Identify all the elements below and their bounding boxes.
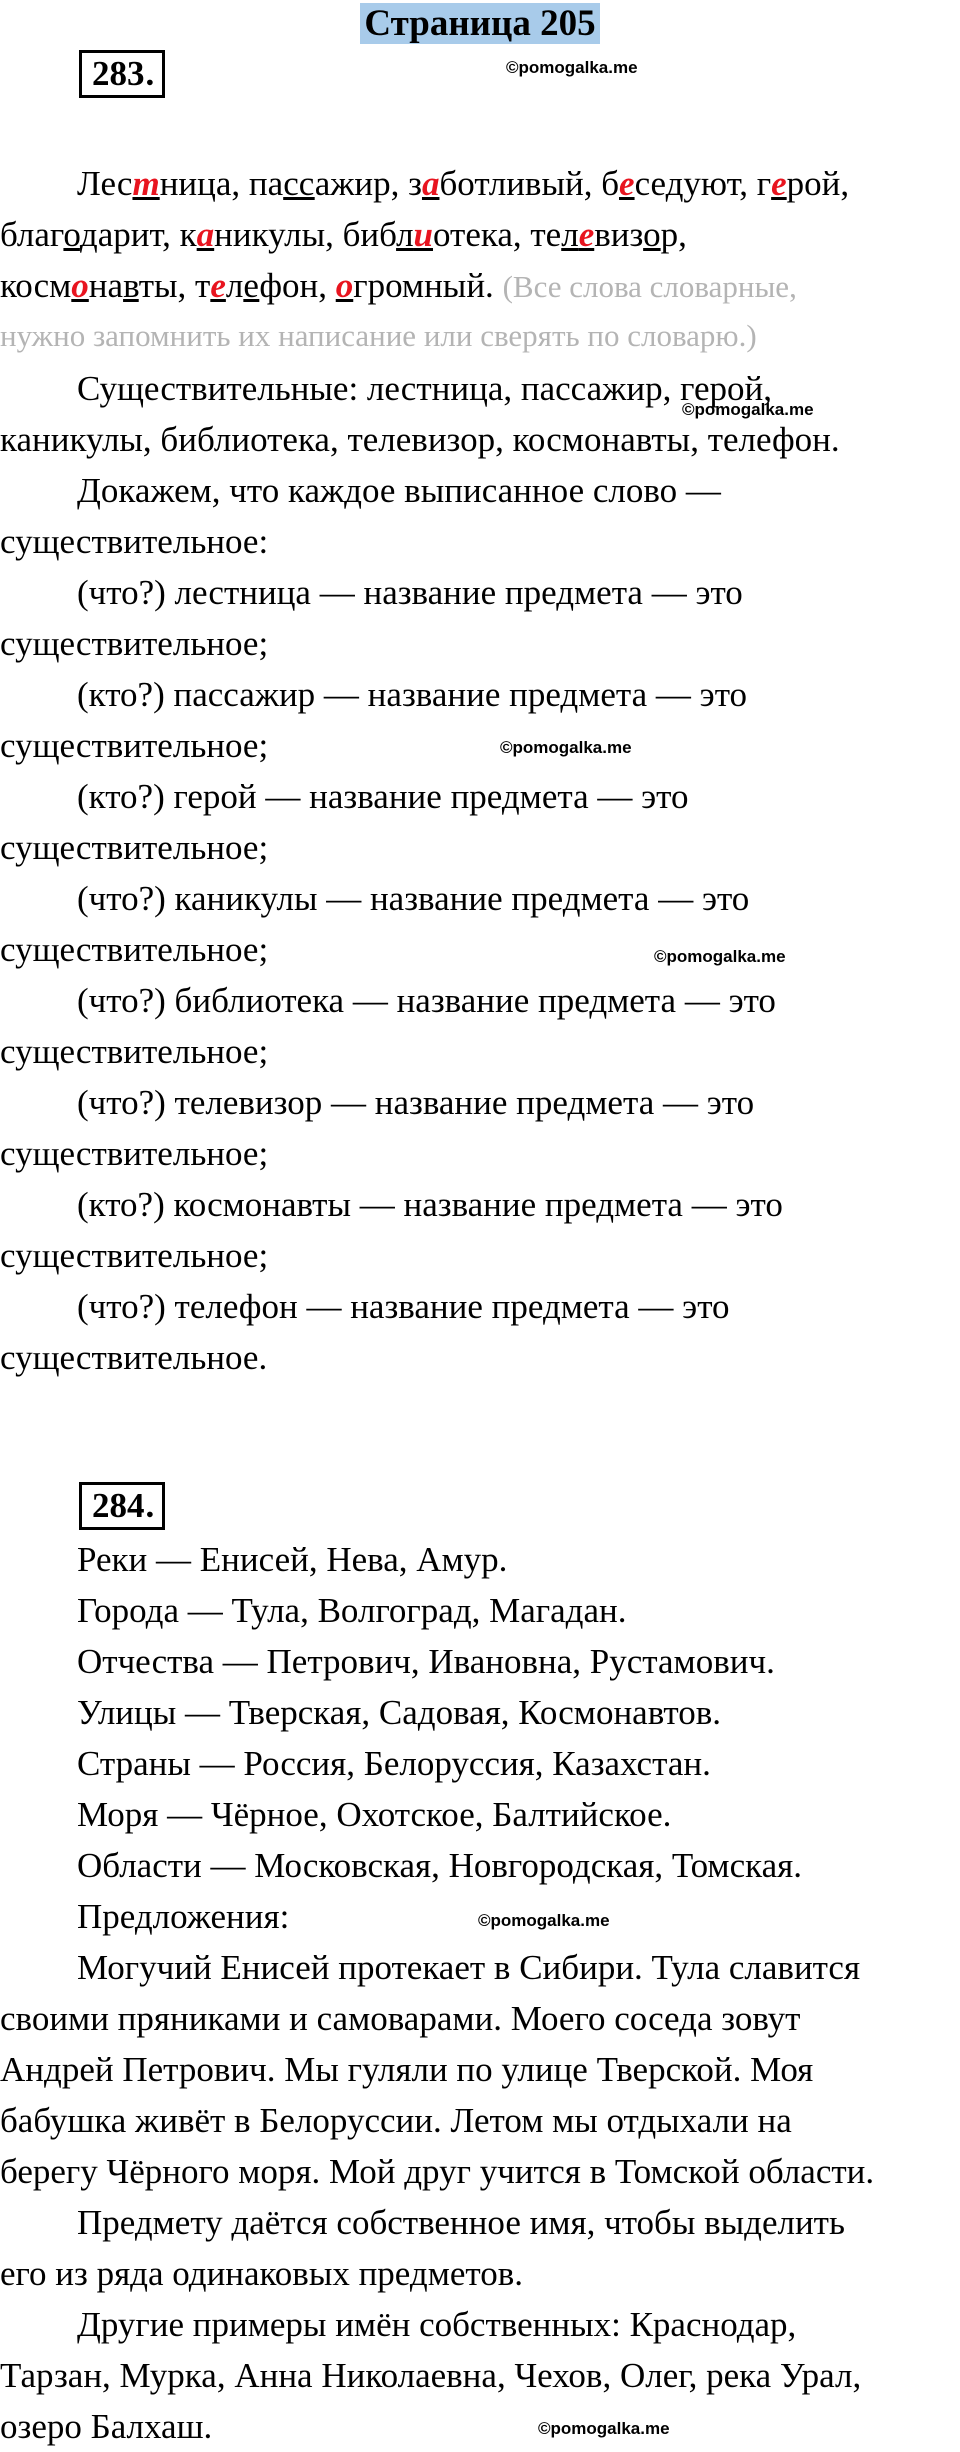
group-line: Города — Тула, Волгоград, Магадан. (77, 1591, 627, 1630)
item-line: существительное; (0, 828, 269, 867)
sentence-line: своими пряниками и самоварами. Моего соседа зовут (0, 1999, 801, 2038)
nouns-line-2: каникулы, библиотека, телевизор, космонавты, телефон. (0, 420, 840, 459)
item-line: существительное; (0, 1134, 269, 1173)
group-line: Улицы — Тверская, Садовая, Космонавтов. (77, 1693, 721, 1732)
item-line: (кто?) космонавты — название предмета — это (77, 1185, 783, 1224)
watermark: ©pomogalka.me (654, 947, 786, 966)
group-line: Области — Московская, Новгородская, Томская. (77, 1846, 802, 1885)
group-line: Отчества — Петрович, Ивановна, Рустамович. (77, 1642, 775, 1681)
nouns-line-1: Существительные: лестница, пассажир, герой, (77, 369, 772, 408)
proof-line-2: существительное: (0, 522, 269, 561)
watermark: ©pomogalka.me (478, 1911, 610, 1930)
group-line: Моря — Чёрное, Охотское, Балтийское. (77, 1795, 672, 1834)
item-line: существительное; (0, 1032, 269, 1071)
words-line-2: благодарит, каникулы, библиотека, телевизор, (0, 215, 687, 254)
words-line-3: космонавты, телефон, огромный. (Все слова словарные, (0, 266, 797, 305)
page-title-text: Страница 205 (360, 3, 599, 44)
sentence-line: Андрей Петрович. Мы гуляли по улице Тверской. Моя (0, 2050, 814, 2089)
item-line: существительное; (0, 930, 269, 969)
group-line: Предложения: (77, 1897, 290, 1936)
task-284-number: 284. (79, 1482, 165, 1530)
page-title (0, 2, 960, 46)
words-line-1: Лестница, пассажир, заботливый, беседуют, герой, (77, 164, 850, 203)
item-line: (что?) лестница — название предмета — это (77, 573, 743, 612)
watermark: ©pomogalka.me (500, 738, 632, 757)
examples-line: Другие примеры имён собственных: Краснодар, (77, 2305, 797, 2344)
examples-line: озеро Балхаш. (0, 2407, 213, 2446)
proof-line-1: Докажем, что каждое выписанное слово — (77, 471, 721, 510)
item-line: (что?) библиотека — название предмета — это (77, 981, 776, 1020)
note-text: (Все слова словарные, (502, 269, 797, 304)
item-line: (что?) телевизор — название предмета — это (77, 1083, 755, 1122)
group-line: Страны — Россия, Белоруссия, Казахстан. (77, 1744, 711, 1783)
group-line: Реки — Енисей, Нева, Амур. (77, 1540, 508, 1579)
item-line: (что?) каникулы — название предмета — это (77, 879, 750, 918)
purpose-line: Предмету даётся собственное имя, чтобы выделить (77, 2203, 845, 2242)
sentence-line: бабушка живёт в Белоруссии. Летом мы отдыхали на (0, 2101, 792, 2140)
item-line: (кто?) пассажир — название предмета — это (77, 675, 748, 714)
purpose-line: его из ряда одинаковых предметов. (0, 2254, 523, 2293)
task-283-number: 283. (79, 50, 165, 98)
sentence-line: берегу Чёрного моря. Мой друг учится в Томской области. (0, 2152, 875, 2191)
watermark: ©pomogalka.me (538, 2419, 670, 2438)
watermark: ©pomogalka.me (506, 58, 638, 77)
item-line: (кто?) герой — название предмета — это (77, 777, 689, 816)
task-283-body (0, 158, 960, 1383)
note-text-2: нужно запомнить их написание или сверять по словарю.) (0, 318, 757, 353)
examples-line: Тарзан, Мурка, Анна Николаевна, Чехов, Олег, река Урал, (0, 2356, 862, 2395)
item-line: существительное. (0, 1338, 268, 1377)
watermark: ©pomogalka.me (682, 400, 814, 419)
item-line: существительное; (0, 726, 269, 765)
sentence-line: Могучий Енисей протекает в Сибири. Тула славится (77, 1948, 861, 1987)
item-line: существительное; (0, 1236, 269, 1275)
item-line: существительное; (0, 624, 269, 663)
task-284-body (0, 1534, 960, 2452)
item-line: (что?) телефон — название предмета — это (77, 1287, 730, 1326)
